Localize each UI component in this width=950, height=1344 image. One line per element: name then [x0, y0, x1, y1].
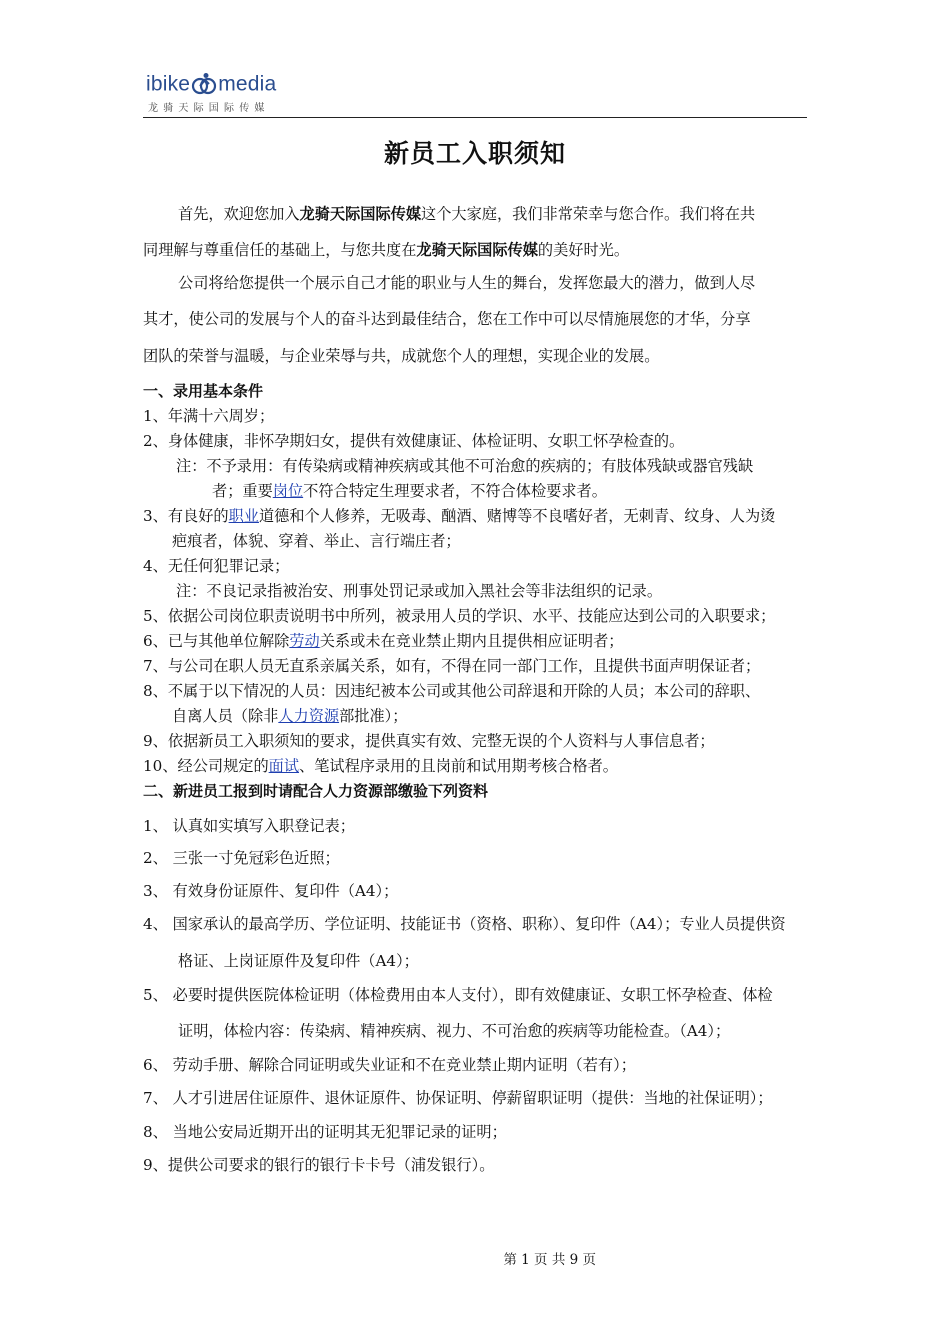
link-interview[interactable]: 面试 [268, 757, 300, 775]
item-text: 6、已与其他单位解除 [143, 632, 290, 650]
section1-item7: 7、与公司在职人员无直系亲属关系，如有，不得在同一部门工作，且提供书面声明保证者； [143, 657, 761, 675]
section1-item5: 5、依据公司岗位职责说明书中所列，被录用人员的学识、水平、技能应达到公司的入职要求； [143, 607, 776, 625]
section1-item9: 9、依据新员工入职须知的要求，提供真实有效、完整无误的个人资料与人事信息者； [143, 732, 715, 750]
intro-text: 这个大家庭，我们非常荣幸与您合作。我们将在共 [421, 205, 756, 223]
item-text: 10、经公司规定的 [143, 757, 269, 775]
section2-item4-line1: 4、 国家承认的最高学历、学位证明、技能证书（资格、职称）、复印件（A4）；专业人员提供资 [143, 915, 786, 933]
link-human-resources[interactable]: 人力资源 [278, 707, 340, 725]
brand-name: 龙骑天际国际传媒 [299, 205, 421, 223]
item-text: 3、有良好的 [143, 507, 229, 525]
logo-word-ibike: ibike [146, 72, 191, 96]
intro-text: 的美好时光。 [537, 241, 629, 259]
section1-item3-line1 [143, 506, 775, 526]
logo-wordmark [146, 72, 276, 98]
link-position[interactable]: 岗位 [272, 482, 304, 500]
section2-item5-line2: 证明，体检内容：传染病、精神疾病、视力、不可治愈的疾病等功能检查。（A4）； [178, 1022, 731, 1040]
section1-note1-line2 [212, 481, 607, 501]
link-labor[interactable]: 劳动 [289, 632, 320, 650]
intro-text: 同理解与尊重信任的基础上，与您共度在 [143, 241, 417, 259]
note-text: 不符合特定生理要求者，不符合体检要求者。 [303, 482, 607, 500]
section2-item6: 6、 劳动手册、解除合同证明或失业证和不在竞业禁止期内证明（若有）； [143, 1056, 636, 1074]
section1-note2: 注：不良记录指被治安、刑事处罚记录或加入黑社会等非法组织的记录。 [176, 582, 662, 600]
link-occupation[interactable]: 职业 [228, 507, 259, 525]
item-text: 道德和个人修养，无吸毒、酗酒、赌博等不良嗜好者，无刺青、纹身、人为烫 [258, 507, 776, 525]
item-text: 自离人员（除非 [172, 707, 279, 725]
section2-item9: 9、提供公司要求的银行的银行卡卡号（浦发银行）。 [143, 1156, 495, 1174]
cyclist-logo-icon [191, 72, 217, 96]
brand-name: 龙骑天际国际传媒 [416, 241, 538, 259]
section2-item8: 8、 当地公安局近期开出的证明其无犯罪记录的证明； [143, 1123, 507, 1141]
intro-p1-line1 [178, 204, 755, 224]
section2-item4-line2: 格证、上岗证原件及复印件（A4）； [178, 952, 419, 970]
item-text: 关系或未在竞业禁止期内且提供相应证明者； [319, 632, 624, 650]
intro-text: 首先，欢迎您加入 [178, 205, 300, 223]
section1-note1-line1: 注：不予录用：有传染病或精神疾病或其他不可治愈的疾病的；有肢体残缺或器官残缺 [176, 457, 754, 475]
section1-item2: 2、身体健康，非怀孕期妇女，提供有效健康证、体检证明、女职工怀孕检查的。 [143, 432, 685, 450]
section1-item1: 1、年满十六周岁； [143, 407, 275, 425]
section1-heading: 一、录用基本条件 [143, 382, 264, 400]
section1-item8-line1: 8、不属于以下情况的人员：因违纪被本公司或其他公司辞退和开除的人员；本公司的辞职、 [143, 682, 761, 700]
item-text: 、笔试程序录用的且岗前和试用期考核合格者。 [299, 757, 618, 775]
section2-item7: 7、 人才引进居住证原件、退休证原件、协保证明、停薪留职证明（提供：当地的社保证明）； [143, 1089, 773, 1107]
section1-item4: 4、无任何犯罪记录； [143, 557, 290, 575]
logo-word-media: media [218, 72, 277, 96]
note-text: 者；重要 [212, 482, 273, 500]
section1-item6 [143, 631, 623, 651]
section2-heading: 二、新进员工报到时请配合人力资源部缴验下列资料 [143, 782, 489, 800]
page-footer: 第 1 页 共 9 页 [503, 1252, 596, 1268]
section2-item1: 1、 认真如实填写入职登记表； [143, 817, 355, 835]
section2-item2: 2、 三张一寸免冠彩色近照； [143, 849, 340, 867]
section2-item3: 3、 有效身份证原件、复印件（A4）； [143, 882, 399, 900]
intro-p2-line3: 团队的荣誉与温暖，与企业荣辱与共，成就您个人的理想，实现企业的发展。 [143, 347, 660, 365]
document-title: 新员工入职须知 [383, 139, 566, 168]
section1-item8-line2 [172, 706, 407, 726]
intro-p2-line2: 其才，使公司的发展与个人的奋斗达到最佳结合，您在工作中可以尽情施展您的才华，分享 [143, 310, 751, 328]
section2-item5-line1: 5、 必要时提供医院体检证明（体检费用由本人支付），即有效健康证、女职工怀孕检查、体检 [143, 986, 773, 1004]
company-logo [146, 72, 306, 116]
section1-item10 [143, 756, 618, 776]
item-text: 部批准）； [339, 707, 408, 725]
header-divider [143, 117, 807, 118]
logo-subtitle: 龙骑天际国际传媒 [148, 103, 270, 114]
section1-item3-line2: 疤痕者，体貌、穿着、举止、言行端庄者； [172, 532, 461, 550]
intro-p1-line2 [143, 240, 629, 260]
intro-p2-line1: 公司将给您提供一个展示自己才能的职业与人生的舞台，发挥您最大的潜力，做到人尽 [178, 274, 756, 292]
